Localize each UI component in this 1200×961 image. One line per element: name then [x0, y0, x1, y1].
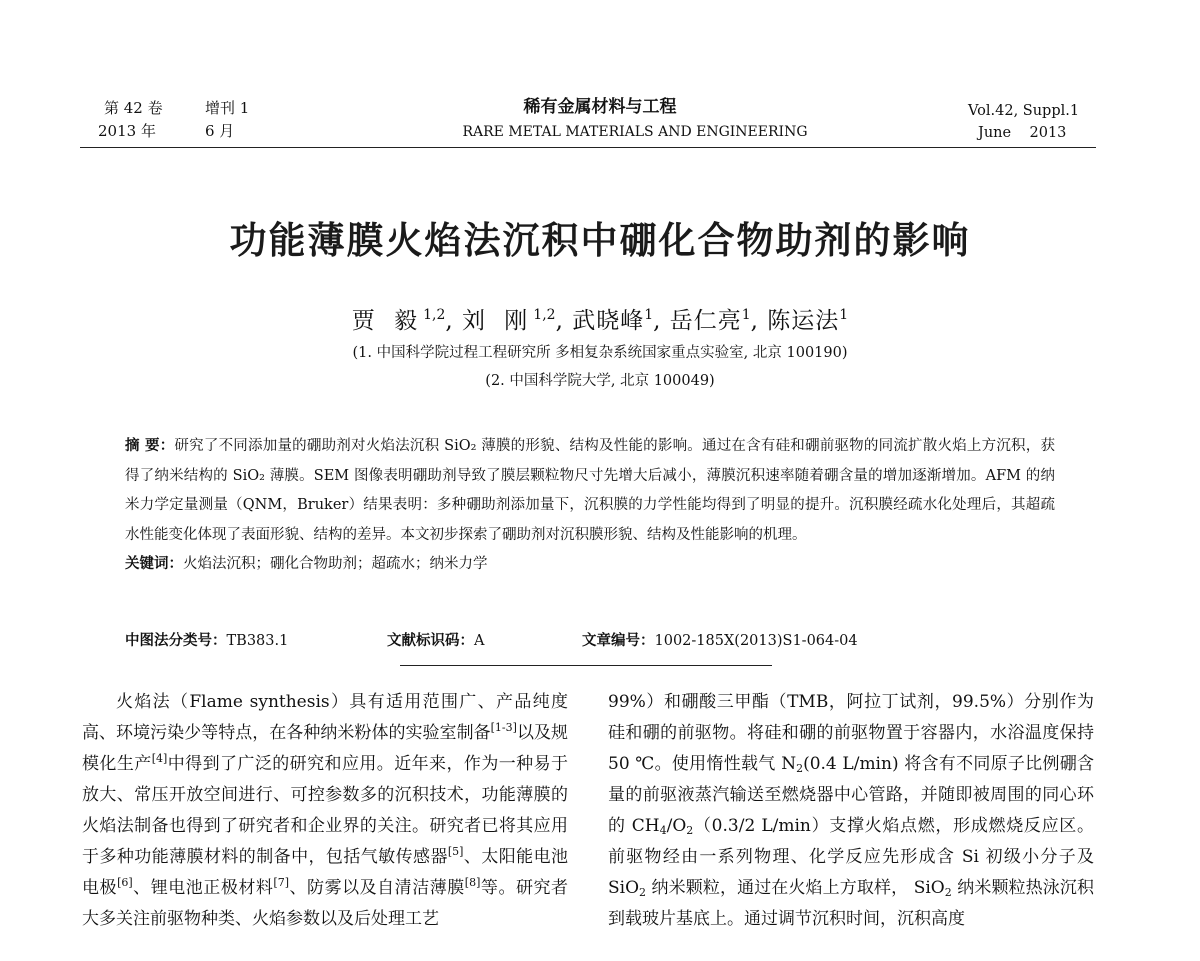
- keywords-text: 火焰法沉积；硼化合物助剂；超疏水；纳米力学: [183, 556, 488, 572]
- year-label: 2013 年: [98, 122, 156, 140]
- article-number: [582, 630, 858, 652]
- abstract-text: 研究了不同添加量的硼助剂对火焰法沉积 SiO₂ 薄膜的形貌、结构及性能的影响。通过在含有硅和硼前驱物的同流扩散火焰上方沉积，获得了纳米结构的 SiO₂ 薄膜。SEM 图像表明硼助剂导致了膜层颗粒物尺寸先增大后减小，薄膜沉积速率随着硼含量的增加逐渐增加。AFM 的纳米力学定量测量（QNM，Bruker）结果表明：多种硼助剂添加量下，沉积膜的力学性能均得到了明显的提升。沉积膜经疏水化处理后，其超疏水性能变化体现了表面形貌、结构的差异。本文初步探索了硼助剂对沉积膜形貌、结构及性能影响的机理。: [125, 438, 1055, 543]
- issue-label: 增刊 1: [205, 99, 250, 117]
- clc-value: TB383.1: [226, 633, 289, 649]
- affiliation-2: (2. 中国科学院大学, 北京 100049): [485, 373, 715, 389]
- author-name: 岳仁亮: [669, 308, 742, 334]
- month-label: 6 月: [205, 122, 235, 140]
- author-affiliation-mark: 1: [839, 307, 849, 323]
- volume-en: Vol.42, Suppl.1: [968, 103, 1080, 119]
- date-en: June 2013: [978, 125, 1067, 141]
- article-number-label: 文章编号：: [582, 633, 655, 649]
- article-number-value: 1002-185X(2013)S1-064-04: [654, 633, 858, 649]
- body-column-left: [82, 687, 568, 935]
- body-paragraph: 99%）和硼酸三甲酯（TMB，阿拉丁试剂，99.5%）分别作为硅和硼的前驱物。将硅和硼的前驱物置于容器内，水浴温度保持 50 ℃。使用惰性载气 $N_2(0.4$ L/min) 将含有不同原子比例硼含量的前驱液蒸汽输送至燃烧器中心管路，并随即被周围的同心环的 $CH_4/O_2(0.3/2$ L/min）支撑火焰点燃，形成燃烧反应区。前驱物经由一系列物理、化学反应先形成含 Si 初级小分子及 SiO$_2$ 纳米颗粒，通过在火焰上方取样， SiO$_2$ 纳米颗粒热泳沉积到载玻片基底上。通过调节沉积时间，沉积高度: [608, 692, 1094, 929]
- author-name: 武晓峰: [572, 308, 645, 334]
- paper-title: 功能薄膜火焰法沉积中硼化合物助剂的影响: [229, 219, 971, 262]
- volume-label: 第 42 卷: [104, 99, 163, 117]
- journal-title-cn: 稀有金属材料与工程: [523, 97, 677, 117]
- abstract-label: 摘 要：: [125, 438, 175, 454]
- author-affiliation-mark: 1: [644, 307, 654, 323]
- author-name: 陈运法: [767, 308, 840, 334]
- clc-number: [125, 630, 288, 652]
- author-name: 刘 刚: [461, 308, 534, 334]
- clc-label: 中图法分类号：: [125, 633, 227, 649]
- author-list: 贾 毅$^{1,2}$, 刘 刚$^{1,2}$, 武晓峰$^1$, 岳仁亮$^1$, 陈运法$^1$: [351, 307, 849, 334]
- affiliation-1: (1. 中国科学院过程工程研究所 多相复杂系统国家重点实验室, 北京 100190): [352, 345, 848, 361]
- doc-code-label: 文献标识码：: [387, 633, 474, 649]
- author-affiliation-mark: 1,2: [423, 307, 446, 323]
- journal-title-en: RARE METAL MATERIALS AND ENGINEERING: [462, 124, 808, 140]
- keywords-label: 关键词：: [125, 556, 183, 572]
- document-code: [387, 630, 484, 652]
- section-divider: [400, 665, 772, 666]
- author-affiliation-mark: 1,2: [533, 307, 556, 323]
- abstract-block: [125, 432, 1055, 580]
- doc-code-value: A: [474, 633, 485, 649]
- author-affiliation-mark: 1: [741, 307, 751, 323]
- body-column-right: [608, 687, 1094, 935]
- header-rule: [80, 147, 1096, 148]
- body-paragraph: 火焰法（Flame synthesis）具有适用范围广、产品纯度高、环境污染少等特点，在各种纳米粉体的实验室制备[1-3]以及规模化生产[4]中得到了广泛的研究和应用。近年来，作为一种易于放大、常压开放空间进行、可控参数多的沉积技术，功能薄膜的火焰法制备也得到了研究者和企业界的关注。研究者已将其应用于多种功能薄膜材料的制备中，包括气敏传感器[5]、太阳能电池电极[6]、锂电池正极材料[7]、防雾以及自清洁薄膜[8]等。研究者大多关注前驱物种类、火焰参数以及后处理工艺: [82, 692, 569, 929]
- author-name: 贾 毅: [351, 308, 424, 334]
